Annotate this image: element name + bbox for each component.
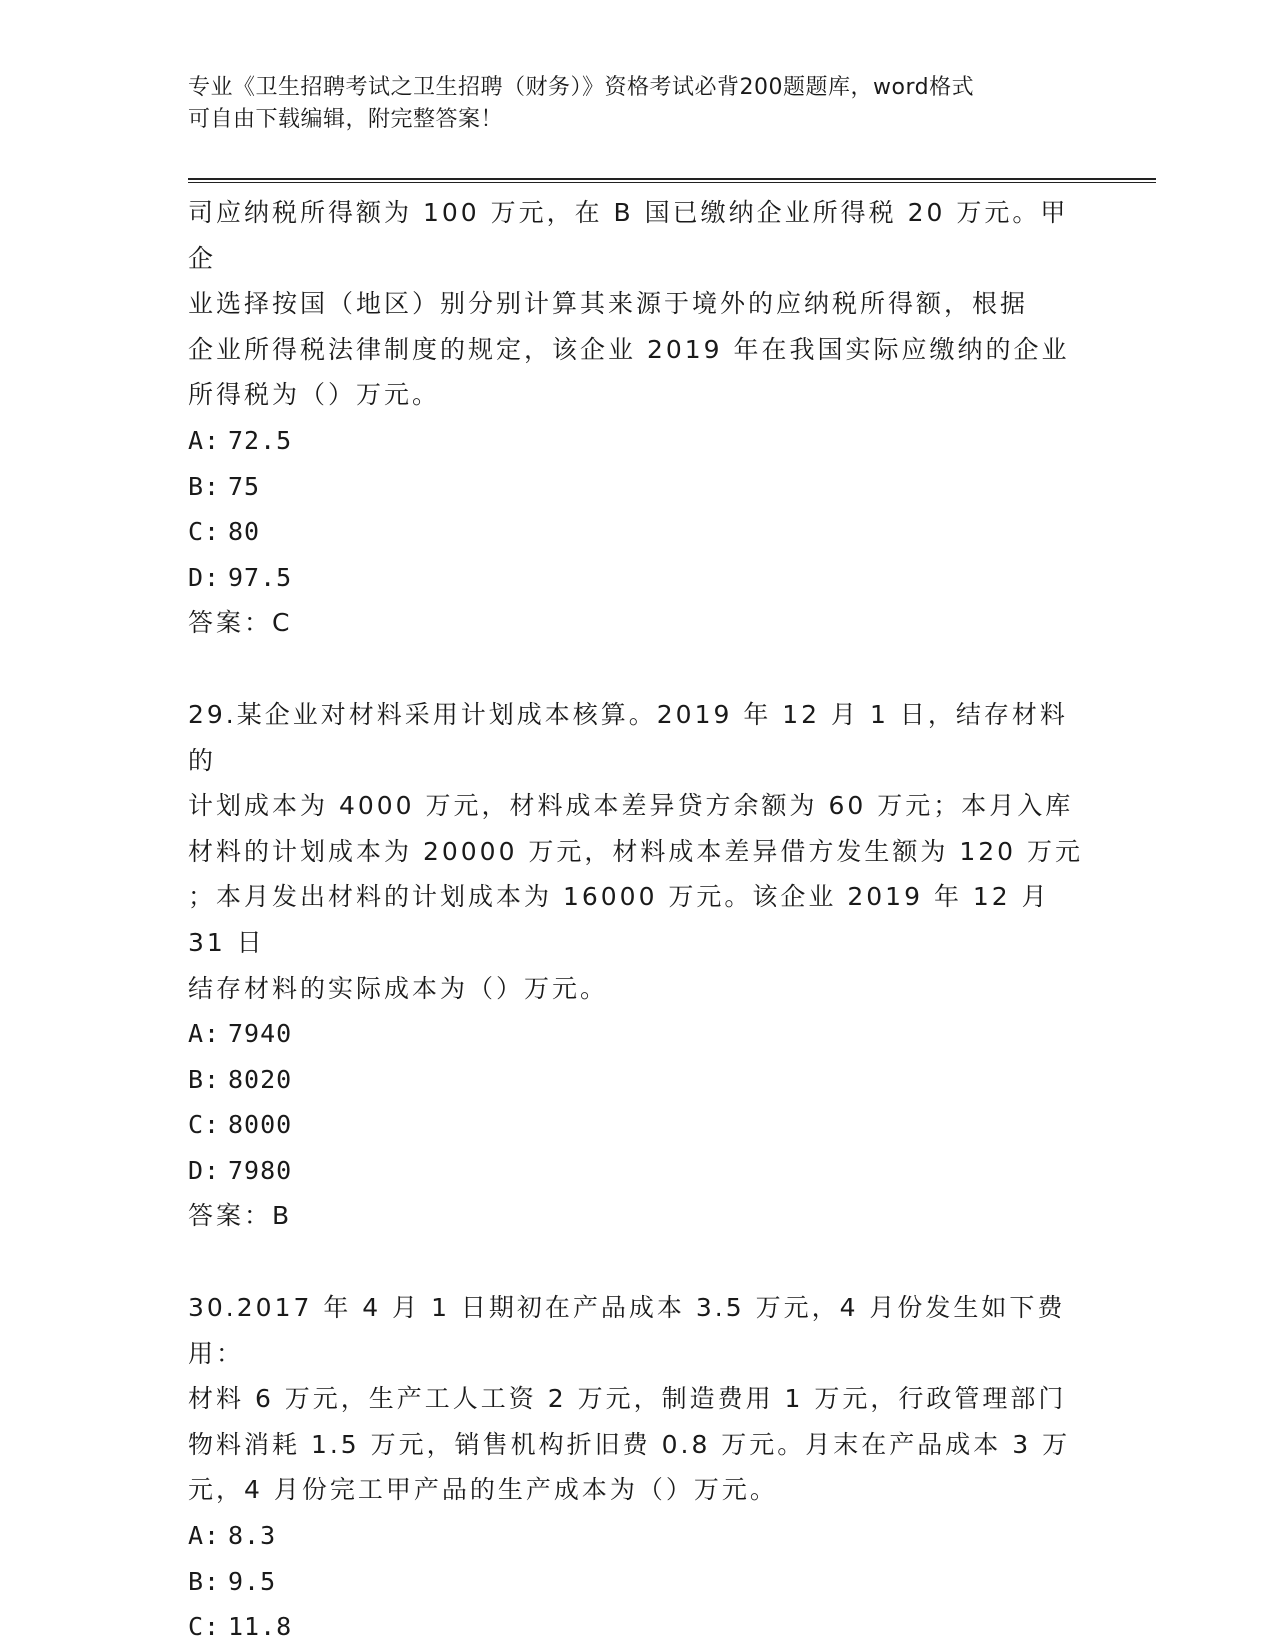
header-divider xyxy=(188,178,1156,183)
header-line-1: 专业《卫生招聘考试之卫生招聘（财务）》资格考试必背200题题库，word格式 xyxy=(188,75,975,100)
option-c: C: 8000 xyxy=(188,1110,293,1140)
question-stem-line: 计划成本为 4000 万元，材料成本差异贷方余额为 60 万元；本月入库 xyxy=(188,791,1074,821)
question-block xyxy=(188,1285,1088,1650)
header-line-2: 可自由下载编辑，附完整答案！ xyxy=(188,107,504,132)
question-stem-line: 29.某企业对材料采用计划成本核算。2019 年 12 月 1 日，结存材料的 xyxy=(188,699,1068,775)
answer-line: 答案：C xyxy=(188,608,293,638)
option-c: C: 80 xyxy=(188,517,261,547)
question-block xyxy=(188,692,1088,1239)
answer-line: 答案：B xyxy=(188,1201,293,1231)
question-stem-line: 企业所得税法律制度的规定，该企业 2019 年在我国实际应缴纳的企业 xyxy=(188,334,1070,364)
question-stem-line: 30.2017 年 4 月 1 日期初在产品成本 3.5 万元，4 月份发生如下费用： xyxy=(188,1293,1066,1368)
question-spacer xyxy=(188,1239,1088,1285)
question-stem-line: 材料的计划成本为 20000 万元，材料成本差异借方发生额为 120 万元 xyxy=(188,836,1084,866)
option-b: B: 9.5 xyxy=(188,1566,277,1596)
question-stem-line: 结存材料的实际成本为（）万元。 xyxy=(188,973,609,1003)
option-b: B: 8020 xyxy=(188,1064,293,1094)
option-a: A: 7940 xyxy=(188,1019,293,1049)
option-a: A: 72.5 xyxy=(188,425,293,455)
option-d: D: 7980 xyxy=(188,1155,293,1185)
option-c: C: 11.8 xyxy=(188,1612,293,1642)
question-stem-line: 材料 6 万元，生产工人工资 2 万元，制造费用 1 万元，行政管理部门 xyxy=(188,1384,1067,1414)
question-stem-line: ；本月发出材料的计划成本为 16000 万元。该企业 2019 年 12 月 31 日 xyxy=(188,882,1050,957)
question-block xyxy=(188,190,1088,646)
question-stem-line: 司应纳税所得额为 100 万元，在 B 国已缴纳企业所得税 20 万元。甲企 xyxy=(188,198,1069,273)
option-d: D: 97.5 xyxy=(188,562,293,592)
question-stem-line: 物料消耗 1.5 万元，销售机构折旧费 0.8 万元。月末在产品成本 3 万 xyxy=(188,1429,1071,1459)
question-list xyxy=(188,190,1088,1650)
question-stem-line: 元，4 月份完工甲产品的生产成本为（）万元。 xyxy=(188,1475,778,1505)
question-stem-line: 所得税为（）万元。 xyxy=(188,380,441,410)
question-spacer xyxy=(188,646,1088,692)
option-b: B: 75 xyxy=(188,471,261,501)
option-a: A: 8.3 xyxy=(188,1521,277,1551)
question-stem-line: 业选择按国（地区）别分别计算其来源于境外的应纳税所得额，根据 xyxy=(188,289,1029,319)
page-header xyxy=(188,72,1068,136)
